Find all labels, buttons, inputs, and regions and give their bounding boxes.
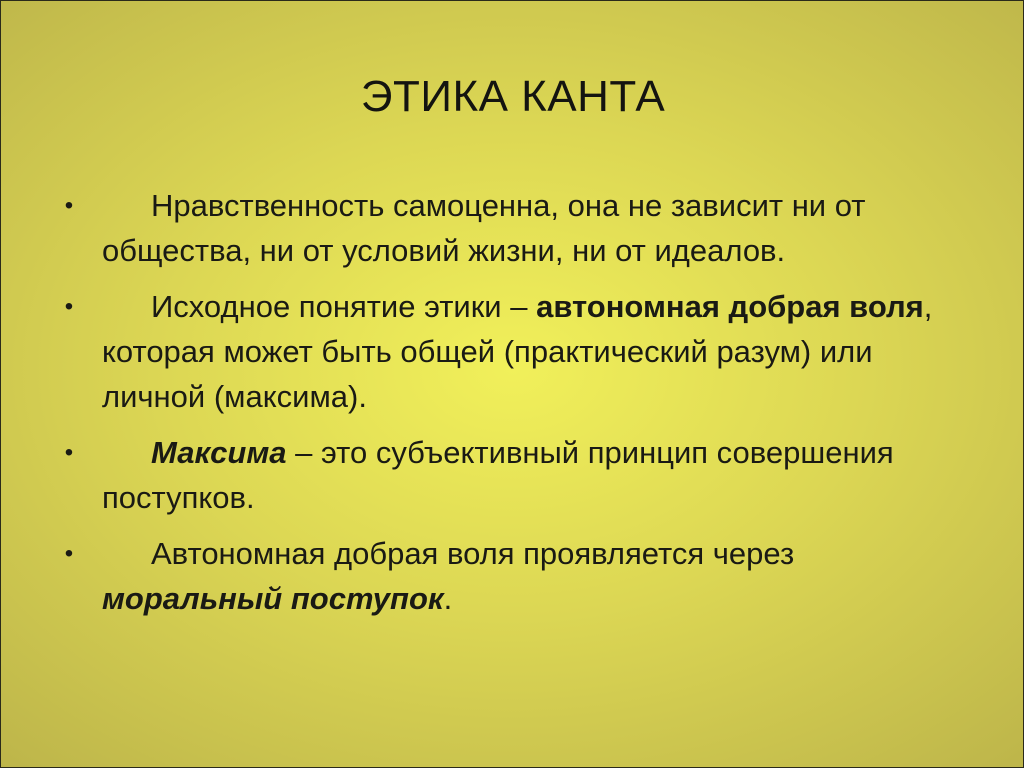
bullet-list [65,183,965,632]
bullet-text-trail: , которая может быть общей (практический разум) или личной (максима). [102,289,933,414]
bullet-item-3 [65,430,965,520]
bullet-text-trail: . [443,581,453,616]
bullet-text-trail: – это субъективный принцип совершения поступков. [102,435,894,515]
bullet-item-2 [65,284,965,419]
bullet-text: Исходное понятие этики – [151,289,537,324]
bullet-emphasis: моральный поступок [102,581,444,616]
bullet-marker: • [64,192,74,219]
bullet-text: Автономная добрая воля проявляется через [151,536,795,571]
bullet-emphasis: Максима [151,435,287,470]
bullet-emphasis: автономная добрая воля [536,289,924,324]
bullet-item-1 [65,183,965,273]
slide-title: ЭТИКА КАНТА [360,72,666,121]
bullet-item-4 [65,531,965,621]
bullet-marker: • [64,540,74,567]
bullet-text: Нравственность самоценна, она не зависит ни от общества, ни от условий жизни, ни от идеалов. [102,188,866,268]
bullet-marker: • [64,293,74,320]
bullet-marker: • [64,439,74,466]
